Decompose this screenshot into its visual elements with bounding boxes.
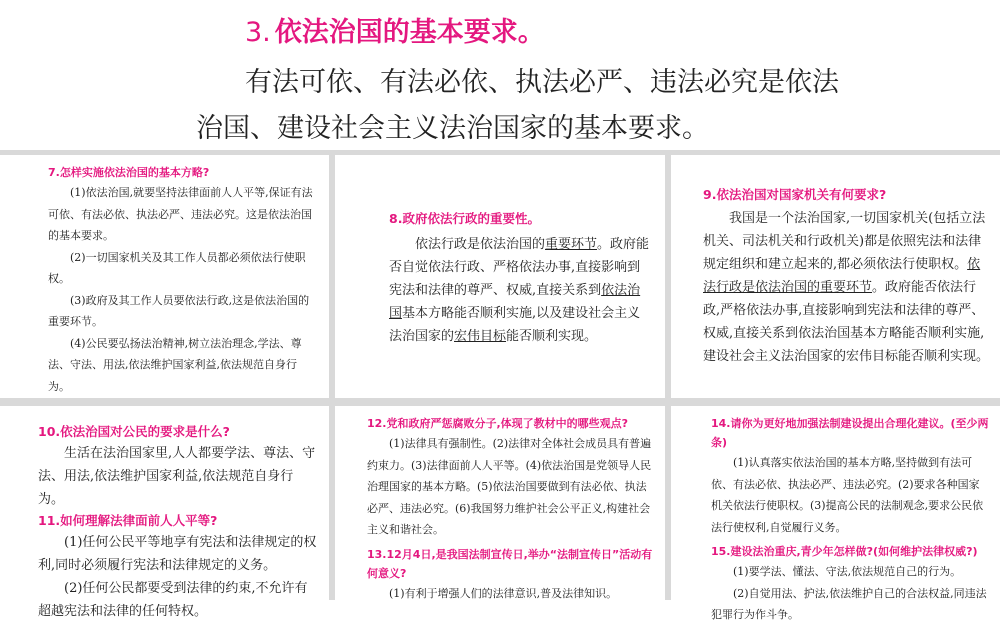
card-question: 7.怎样实施依法治国的基本方略? [48, 166, 210, 179]
card-paragraph: 生活在法治国家里,人人都要学法、尊法、守法、用法,依法维护国家利益,依法规范自身行为。 [38, 446, 316, 507]
note-card-12-13 [335, 406, 665, 600]
underlined-term: 依法治国 [389, 283, 641, 321]
underlined-term: 重要环节 [545, 237, 598, 252]
card-paragraph: (1)认真落实依法治国的基本方略,坚持做到有法可依、有法必依、执法必严、违法必究。(2)要求各种国家机关依法行使职权。(3)提高公民的法制观念,要求公民依法行使权利,自觉履行义务。 [711, 456, 984, 534]
note-card-9 [671, 155, 1000, 398]
card-paragraph: (4)公民要弘扬法治精神,树立法治理念,学法、尊法、守法、用法,依法维护国家利益,依法规范自身行为。 [48, 336, 302, 393]
card-paragraph: (2)自觉用法、护法,依法维护自己的合法权益,同违法犯罪行为作斗争。 [711, 586, 987, 621]
card-paragraph: (1)任何公民平等地享有宪法和法律规定的权利,同时必须履行宪法和法律规定的义务。 [38, 535, 317, 573]
card-question: 12.党和政府严惩腐败分子,体现了教材中的哪些观点? [367, 417, 629, 430]
underlined-term: 依法行政是依法治国的重要环节 [703, 257, 981, 295]
note-card-14-15 [671, 406, 1000, 621]
card-paragraph [389, 233, 653, 348]
card-question: 15.建设法治重庆,青少年怎样做?(如何维护法律权威?) [711, 545, 978, 558]
underlined-term: 宏伟目标 [454, 329, 507, 344]
heading-number: 3. [245, 17, 271, 48]
note-card-7 [0, 155, 329, 398]
heading-text: 依法治国的基本要求。 [274, 17, 545, 48]
card-paragraph: (3)政府及其工作人员要依法行政,这是依法治国的重要环节。 [48, 293, 310, 328]
card-paragraph: (1)法律具有强制性。(2)法律对全体社会成员具有普遍约束力。(3)法律面前人人平等。(4)依法治国是党领导人民治理国家的基本方略。(5)依法治国要做到有法必依、执法必严、违法必究。(6)我国努力维护社会公平正义,构建社会主义和谐社会。 [367, 437, 652, 536]
notes-grid [0, 150, 1000, 621]
card-question: 10.依法治国对公民的要求是什么? [38, 424, 230, 439]
text-segment: 依法行政是依法治国的 [415, 237, 546, 252]
card-paragraph: (1)依法治国,就要坚持法律面前人人平等,保证有法可依、有法必依、执法必严、违法必究。这是依法治国的基本要求。 [48, 186, 313, 242]
card-question: 8.政府依法行政的重要性。 [389, 211, 540, 226]
text-segment: 基本方略能否顺利实施,以及建设社会主义法治国家的 [389, 306, 641, 344]
requirement-line-2: 治国、建设社会主义法治国家的基本要求。 [196, 113, 709, 144]
card-paragraph: (1)要学法、懂法、守法,依法规范自己的行为。 [733, 565, 962, 578]
requirement-line-1: 有法可依、有法必依、执法必严、违法必究是依法 [245, 67, 839, 98]
note-card-8 [335, 155, 665, 398]
note-card-10-11 [0, 406, 329, 619]
card-paragraph: (2)任何公民都要受到法律的约束,不允许有超越宪法和法律的任何特权。 [38, 581, 308, 619]
section-heading [245, 10, 545, 49]
card-paragraph: (2)一切国家机关及其工作人员都必须依法行使职权。 [48, 250, 306, 285]
text-segment: 我国是一个法治国家,一切国家机关(包括立法机关、司法机关和行政机关)都是依照宪法和法律规定组织和建立起来的,都必须依法行使职权。 [703, 211, 986, 272]
card-paragraph: (1)有利于增强人们的法律意识,普及法律知识。 [389, 586, 618, 600]
card-question: 14.请你为更好地加强法制建设提出合理化建议。(至少两条) [711, 417, 989, 449]
card-question: 11.如何理解法律面前人人平等? [38, 513, 218, 528]
card-paragraph [703, 207, 990, 368]
card-question: 9.依法治国对国家机关有何要求? [703, 187, 887, 202]
slide-header [0, 0, 1000, 150]
text-segment: 。政府能否依法行政,严格依法办事,直接影响到宪法和法律的尊严、权威,直接关系到依法治国基本方略能否顺利实施,建设社会主义法治国家的宏伟目标能否顺利实现。 [703, 280, 990, 364]
card-question: 13.12月4日,是我国法制宣传日,举办“法制宣传日”活动有何意义? [367, 547, 653, 580]
text-segment: 。政府能否自觉依法行政、严格依法办事,直接影响到宪法和法律的尊严、权威,直接关系到 [389, 237, 650, 298]
text-segment: 能否顺利实现。 [506, 329, 598, 344]
